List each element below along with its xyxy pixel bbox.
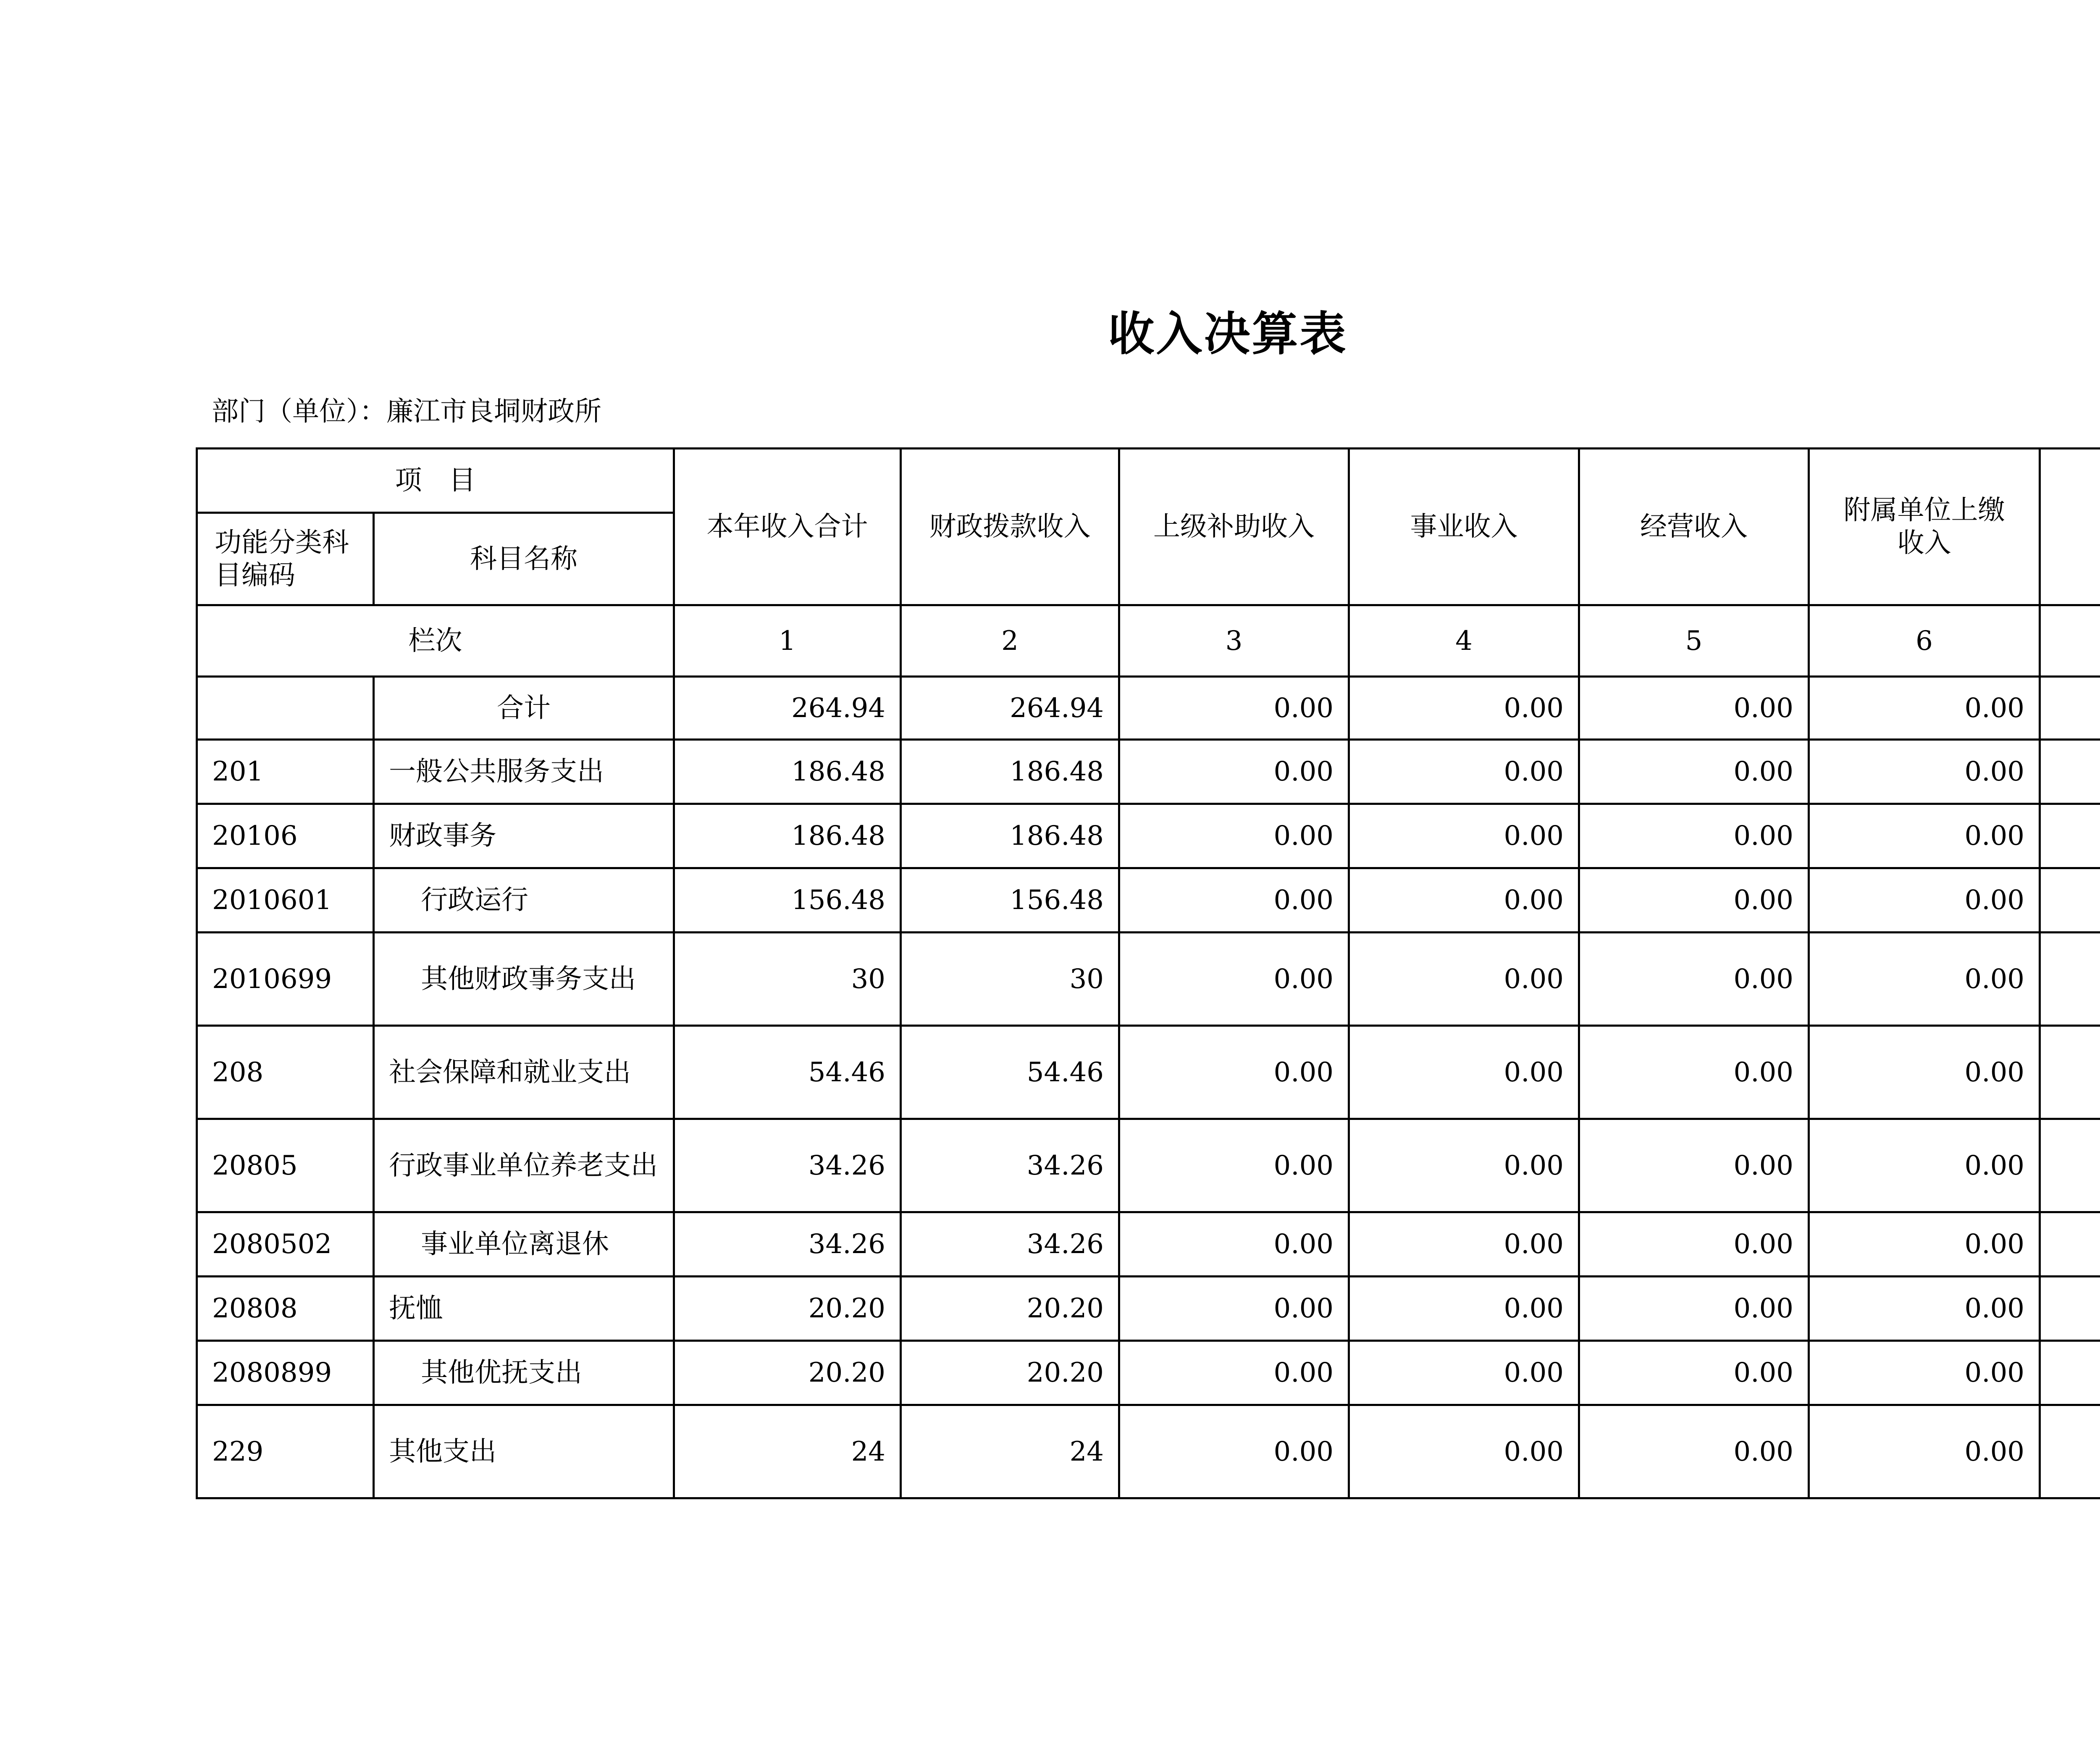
table-row bbox=[197, 1026, 2100, 1119]
row-value: 0.00 bbox=[1579, 1026, 1809, 1119]
row-name: 社会保障和就业支出 bbox=[374, 1026, 674, 1119]
row-value: 186.48 bbox=[901, 740, 1119, 804]
row-name: 其他财政事务支出 bbox=[374, 933, 674, 1026]
row-value: 0.00 bbox=[1349, 1119, 1579, 1212]
row-value: 0.00 bbox=[1809, 1026, 2040, 1119]
row-value: 156.48 bbox=[901, 868, 1119, 933]
col-header-3: 上级补助收入 bbox=[1119, 449, 1349, 605]
row-name: 一般公共服务支出 bbox=[374, 740, 674, 804]
row-value: 0.00 bbox=[1119, 1341, 1349, 1405]
row-value bbox=[2040, 1212, 2100, 1277]
row-value: 0.00 bbox=[1119, 804, 1349, 868]
index-4: 4 bbox=[1349, 605, 1579, 677]
row-code: 20805 bbox=[197, 1119, 374, 1212]
row-value: 0.00 bbox=[1579, 868, 1809, 933]
row-value: 0.00 bbox=[1349, 1277, 1579, 1341]
col-header-2: 财政拨款收入 bbox=[901, 449, 1119, 605]
row-value: 0.00 bbox=[1579, 1405, 1809, 1498]
row-code: 2080899 bbox=[197, 1341, 374, 1405]
row-name: 其他支出 bbox=[374, 1405, 674, 1498]
index-1: 1 bbox=[674, 605, 901, 677]
table-row bbox=[197, 1405, 2100, 1498]
row-value: 34.26 bbox=[901, 1212, 1119, 1277]
page-title: 收入决算表 bbox=[1108, 307, 1348, 361]
row-value: 0.00 bbox=[1119, 1119, 1349, 1212]
row-value: 0.00 bbox=[1579, 933, 1809, 1026]
income-table bbox=[196, 447, 2100, 1499]
row-value: 0.00 bbox=[1119, 868, 1349, 933]
row-value bbox=[2040, 804, 2100, 868]
row-name: 行政事业单位养老支出 bbox=[374, 1119, 674, 1212]
row-value: 0.00 bbox=[1119, 1026, 1349, 1119]
row-value: 34.26 bbox=[901, 1119, 1119, 1212]
row-value: 0.00 bbox=[1809, 933, 2040, 1026]
row-value bbox=[2040, 868, 2100, 933]
row-code: 201 bbox=[197, 740, 374, 804]
row-value: 54.46 bbox=[901, 1026, 1119, 1119]
row-value: 264.94 bbox=[674, 677, 901, 740]
row-value: 186.48 bbox=[674, 740, 901, 804]
row-value: 186.48 bbox=[901, 804, 1119, 868]
row-value: 0.00 bbox=[1349, 1212, 1579, 1277]
row-value: 0.00 bbox=[1579, 1277, 1809, 1341]
index-label: 栏次 bbox=[197, 605, 674, 677]
index-6: 6 bbox=[1809, 605, 2040, 677]
row-code: 2010601 bbox=[197, 868, 374, 933]
row-code: 20106 bbox=[197, 804, 374, 868]
row-value: 0.00 bbox=[1809, 1212, 2040, 1277]
project-header: 项 目 bbox=[197, 449, 674, 513]
row-name: 其他优抚支出 bbox=[374, 1341, 674, 1405]
row-value: 30 bbox=[674, 933, 901, 1026]
row-value bbox=[2040, 1341, 2100, 1405]
row-value: 0.00 bbox=[1349, 868, 1579, 933]
col-header-6: 附属单位上缴收入 bbox=[1809, 449, 2040, 605]
row-value: 20.20 bbox=[901, 1341, 1119, 1405]
row-value: 0.00 bbox=[1119, 1405, 1349, 1498]
row-value bbox=[2040, 933, 2100, 1026]
row-value: 0.00 bbox=[1579, 740, 1809, 804]
row-value: 54.46 bbox=[674, 1026, 901, 1119]
row-value: 264.94 bbox=[901, 677, 1119, 740]
row-value: 0.00 bbox=[1809, 1341, 2040, 1405]
row-value: 186.48 bbox=[674, 804, 901, 868]
index-3: 3 bbox=[1119, 605, 1349, 677]
row-value: 30 bbox=[901, 933, 1119, 1026]
index-2: 2 bbox=[901, 605, 1119, 677]
row-code: 229 bbox=[197, 1405, 374, 1498]
row-value: 156.48 bbox=[674, 868, 901, 933]
row-value: 0.00 bbox=[1349, 1405, 1579, 1498]
department-label: 部门（单位）：廉江市良垌财政所 bbox=[212, 396, 601, 427]
table-row bbox=[197, 804, 2100, 868]
row-name: 合计 bbox=[374, 677, 674, 740]
row-name: 抚恤 bbox=[374, 1277, 674, 1341]
row-name: 事业单位离退休 bbox=[374, 1212, 674, 1277]
index-5: 5 bbox=[1579, 605, 1809, 677]
row-value: 0.00 bbox=[1579, 804, 1809, 868]
row-value: 0.00 bbox=[1349, 1026, 1579, 1119]
row-value: 0.00 bbox=[1809, 868, 2040, 933]
row-value: 0.00 bbox=[1119, 1212, 1349, 1277]
row-value: 34.26 bbox=[674, 1212, 901, 1277]
row-value: 0.00 bbox=[1349, 933, 1579, 1026]
row-value: 0.00 bbox=[1809, 1405, 2040, 1498]
row-value: 0.00 bbox=[1349, 740, 1579, 804]
row-value: 0.00 bbox=[1119, 933, 1349, 1026]
row-value: 0.00 bbox=[1119, 740, 1349, 804]
row-value: 0.00 bbox=[1119, 677, 1349, 740]
row-value: 20.20 bbox=[674, 1341, 901, 1405]
col-header-7 bbox=[2040, 449, 2100, 605]
name-header: 科目名称 bbox=[374, 513, 674, 605]
row-value: 34.26 bbox=[674, 1119, 901, 1212]
row-value: 20.20 bbox=[901, 1277, 1119, 1341]
table-row bbox=[197, 740, 2100, 804]
row-value bbox=[2040, 1405, 2100, 1498]
code-header: 功能分类科目编码 bbox=[197, 513, 374, 605]
row-value bbox=[2040, 1026, 2100, 1119]
row-value: 24 bbox=[674, 1405, 901, 1498]
row-value: 0.00 bbox=[1349, 804, 1579, 868]
row-value: 0.00 bbox=[1349, 1341, 1579, 1405]
row-value: 20.20 bbox=[674, 1277, 901, 1341]
row-code bbox=[197, 677, 374, 740]
row-name: 财政事务 bbox=[374, 804, 674, 868]
row-value: 24 bbox=[901, 1405, 1119, 1498]
row-value: 0.00 bbox=[1809, 677, 2040, 740]
row-code: 208 bbox=[197, 1026, 374, 1119]
table-row bbox=[197, 1212, 2100, 1277]
table-row bbox=[197, 933, 2100, 1026]
row-value: 0.00 bbox=[1579, 677, 1809, 740]
row-code: 2080502 bbox=[197, 1212, 374, 1277]
row-value: 0.00 bbox=[1809, 1119, 2040, 1212]
row-value bbox=[2040, 1277, 2100, 1341]
col-header-5: 经营收入 bbox=[1579, 449, 1809, 605]
header-row-project bbox=[197, 449, 2100, 513]
row-value: 0.00 bbox=[1809, 1277, 2040, 1341]
table-row bbox=[197, 868, 2100, 933]
row-value: 0.00 bbox=[1119, 1277, 1349, 1341]
row-value bbox=[2040, 1119, 2100, 1212]
col-header-1: 本年收入合计 bbox=[674, 449, 901, 605]
row-value: 0.00 bbox=[1579, 1341, 1809, 1405]
row-value: 0.00 bbox=[1809, 804, 2040, 868]
row-code: 20808 bbox=[197, 1277, 374, 1341]
row-value: 0.00 bbox=[1349, 677, 1579, 740]
row-name: 行政运行 bbox=[374, 868, 674, 933]
col-header-4: 事业收入 bbox=[1349, 449, 1579, 605]
row-value bbox=[2040, 740, 2100, 804]
index-7 bbox=[2040, 605, 2100, 677]
row-value: 0.00 bbox=[1579, 1119, 1809, 1212]
row-value: 0.00 bbox=[1579, 1212, 1809, 1277]
row-code: 2010699 bbox=[197, 933, 374, 1026]
table-row bbox=[197, 1277, 2100, 1341]
row-value bbox=[2040, 677, 2100, 740]
table-row bbox=[197, 1119, 2100, 1212]
index-row bbox=[197, 605, 2100, 677]
row-value: 0.00 bbox=[1809, 740, 2040, 804]
table-row bbox=[197, 1341, 2100, 1405]
table-row bbox=[197, 677, 2100, 740]
